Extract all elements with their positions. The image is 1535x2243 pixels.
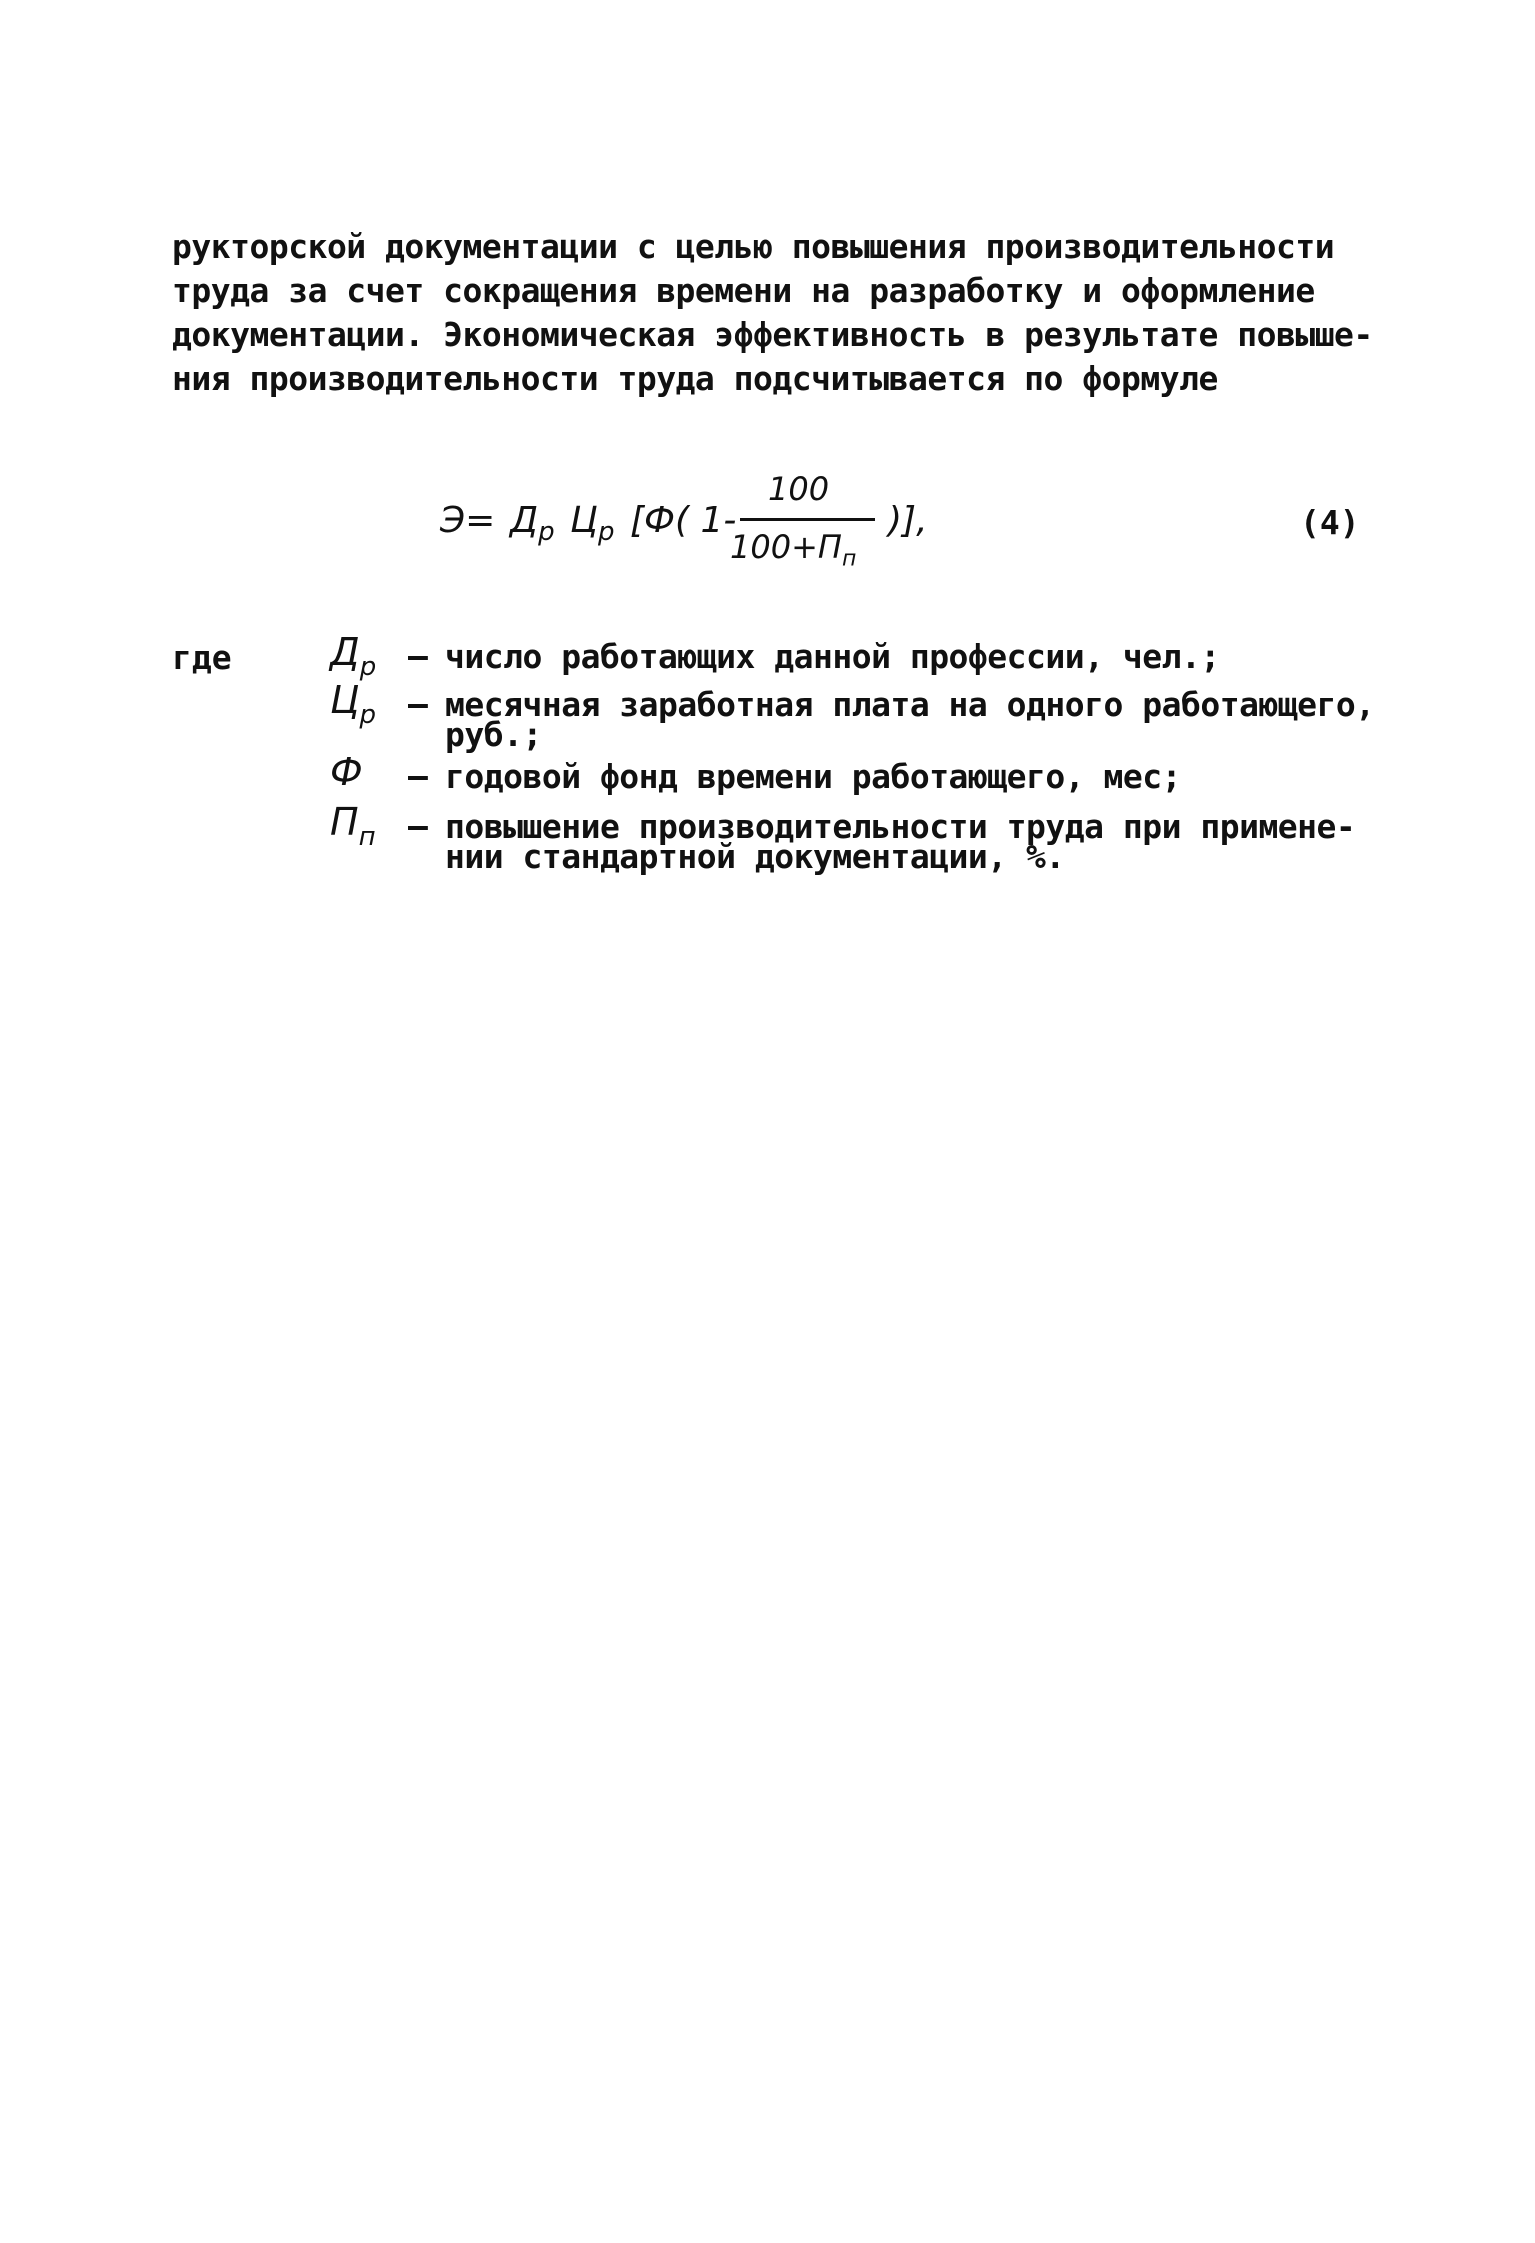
definition-text: [445, 637, 1425, 676]
formula-term-d: [510, 500, 555, 547]
definition-symbol-main: Ф: [330, 750, 363, 794]
definition-text: [445, 757, 1425, 796]
definition-symbol-sub: п: [358, 822, 376, 852]
definition-dash: –: [408, 636, 428, 675]
formula-numerator: 100: [768, 470, 830, 508]
definition-symbol: [330, 630, 376, 682]
body-paragraph: [172, 225, 1412, 401]
definition-text: [445, 685, 1425, 754]
definition-dash: –: [408, 806, 428, 845]
formula-open: [Ф( 1-: [630, 500, 737, 541]
paragraph-line: рукторской документации с целью повышения производительности: [172, 227, 1335, 266]
definition-symbol-main: П: [330, 800, 359, 844]
definition-line: нии стандартной документации, %.: [445, 837, 1065, 876]
definition-line: годовой фонд времени работающего, мес;: [445, 757, 1181, 796]
equation-number: (4): [1300, 503, 1360, 542]
definition-symbol-main: Д: [330, 630, 360, 674]
formula-denominator-sub: п: [841, 546, 857, 572]
definition-line: месячная заработная плата на одного работающего,: [445, 685, 1375, 724]
definition-dash: –: [408, 756, 428, 795]
formula-term-d-sub: р: [538, 517, 555, 548]
definition-symbol-main: Ц: [330, 678, 360, 722]
definition-symbol: [330, 800, 376, 852]
where-label: где: [172, 638, 232, 677]
formula-denominator: [730, 528, 856, 571]
formula-denominator-main: 100+П: [730, 528, 842, 566]
formula-term-c-sub: р: [597, 517, 615, 548]
definition-line: число работающих данной профессии, чел.;: [445, 637, 1220, 676]
definition-symbol-sub: р: [359, 652, 377, 682]
definition-symbol: [330, 678, 376, 730]
formula-term-c-main: Ц: [570, 500, 598, 541]
fraction-bar: [740, 518, 875, 521]
formula-close: )],: [888, 500, 928, 541]
definition-symbol-sub: р: [359, 700, 377, 730]
formula-term-d-main: Д: [510, 500, 539, 541]
formula-lhs: Э=: [440, 500, 496, 541]
definition-text: [445, 807, 1425, 876]
definition-symbol: [330, 750, 363, 802]
paragraph-line: ния производительности труда подсчитывается по формуле: [172, 359, 1218, 398]
paragraph-line: документации. Экономическая эффективность в результате повыше-: [172, 315, 1373, 354]
definition-line: руб.;: [445, 715, 542, 754]
definition-dash: –: [408, 684, 428, 723]
formula: [440, 470, 1000, 590]
definition-line: повышение производительности труда при примене-: [445, 807, 1356, 846]
paragraph-line: труда за счет сокращения времени на разработку и оформление: [172, 271, 1315, 310]
formula-term-c: [570, 500, 614, 547]
